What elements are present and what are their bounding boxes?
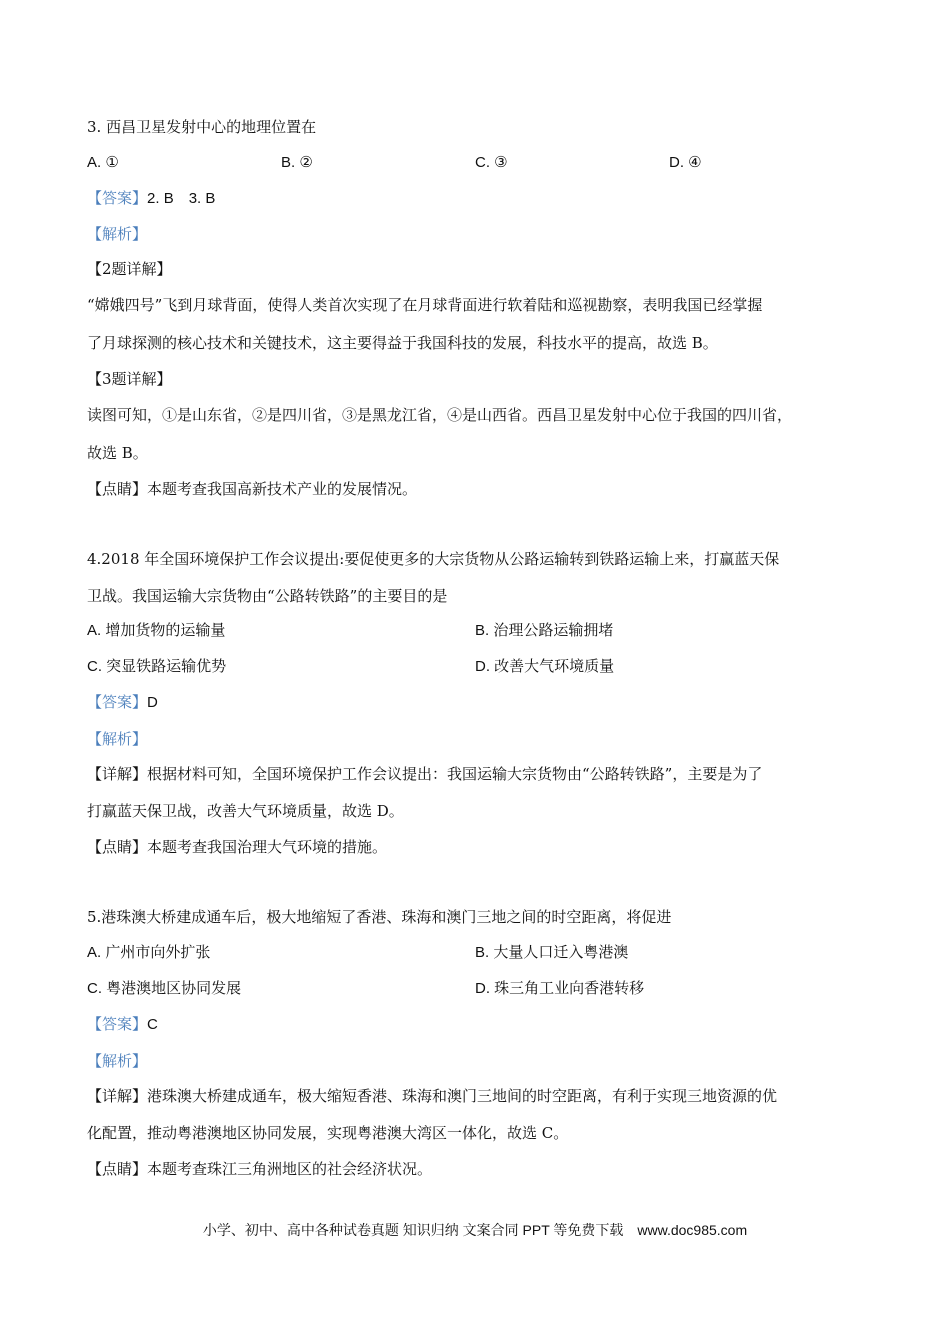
- q4-option-c: C. 突显铁路运输优势: [87, 658, 227, 675]
- answer-value: D: [147, 694, 158, 711]
- q5-detail-line-1: 【详解】港珠澳大桥建成通车，极大缩短香港、珠海和澳门三地间的时空距离，有利于实现三地资源的优: [87, 1087, 778, 1105]
- q4-option-d: D. 改善大气环境质量: [475, 658, 615, 675]
- q4-answer: [87, 693, 158, 713]
- q4-detail-line-2: 打赢蓝天保卫战，改善大气环境质量，故选 D。: [87, 802, 404, 820]
- q3-stem: 3. 西昌卫星发射中心的地理位置在: [87, 118, 317, 136]
- page-footer: 小学、初中、高中各种试卷真题 知识归纳 文案合同 PPT 等免费下载 www.doc985.com: [202, 1222, 748, 1238]
- q5-comment: 【点睛】本题考查珠江三角洲地区的社会经济状况。: [87, 1160, 433, 1178]
- q3-analysis-label: 【解析】: [87, 225, 148, 243]
- q5-option-d: D. 珠三角工业向香港转移: [475, 980, 645, 997]
- q3-comment: 【点睛】本题考查我国高新技术产业的发展情况。: [87, 480, 418, 498]
- q3-option-c: C. ③: [475, 154, 508, 171]
- q5-analysis-label: 【解析】: [87, 1052, 148, 1070]
- q5-option-c: C. 粤港澳地区协同发展: [87, 980, 242, 997]
- q4-stem-line-1: 4.2018 年全国环境保护工作会议提出:要促使更多的大宗货物从公路运输转到铁路运输上来，打赢蓝天保: [87, 550, 780, 568]
- q3-detail-label: 【3题详解】: [87, 370, 172, 388]
- q2-detail-line-1: “嫦娥四号”飞到月球背面，使得人类首次实现了在月球背面进行软着陆和巡视勘察，表明我国已经掌握: [87, 296, 763, 314]
- q2-detail-line-2: 了月球探测的核心技术和关键技术，这主要得益于我国科技的发展，科技水平的提高，故选 B。: [87, 334, 718, 352]
- answer-label: 【答案】: [87, 190, 148, 207]
- q3-option-a: A. ①: [87, 154, 119, 171]
- q5-answer: [87, 1015, 158, 1035]
- q4-analysis-label: 【解析】: [87, 730, 148, 748]
- q4-option-a: A. 增加货物的运输量: [87, 622, 226, 639]
- answer-label: 【答案】: [87, 694, 148, 711]
- q5-option-a: A. 广州市向外扩张: [87, 944, 211, 961]
- answer-value: 2. B 3. B: [147, 190, 216, 207]
- q5-option-b: B. 大量人口迁入粤港澳: [475, 944, 629, 961]
- q3-detail-line-1: 读图可知，①是山东省，②是四川省，③是黑龙江省，④是山西省。西昌卫星发射中心位于我国的四川省，: [87, 406, 793, 424]
- q5-stem: 5.港珠澳大桥建成通车后，极大地缩短了香港、珠海和澳门三地之间的时空距离，将促进: [87, 908, 672, 926]
- answer-label: 【答案】: [87, 1016, 148, 1033]
- q4-detail-line-1: 【详解】根据材料可知，全国环境保护工作会议提出：我国运输大宗货物由“公路转铁路”，主要是为了: [87, 765, 763, 783]
- q4-stem-line-2: 卫战。我国运输大宗货物由“公路转铁路”的主要目的是: [87, 587, 448, 605]
- q3-answer: [87, 189, 215, 209]
- q5-detail-line-2: 化配置，推动粤港澳地区协同发展，实现粤港澳大湾区一体化，故选 C。: [87, 1124, 569, 1142]
- q4-comment: 【点睛】本题考查我国治理大气环境的措施。: [87, 838, 388, 856]
- answer-value: C: [147, 1016, 158, 1033]
- q2-detail-label: 【2题详解】: [87, 260, 172, 278]
- q3-detail-line-2: 故选 B。: [87, 444, 148, 462]
- q4-option-b: B. 治理公路运输拥堵: [475, 622, 614, 639]
- q3-option-d: D. ④: [669, 154, 702, 171]
- q3-option-b: B. ②: [281, 154, 313, 171]
